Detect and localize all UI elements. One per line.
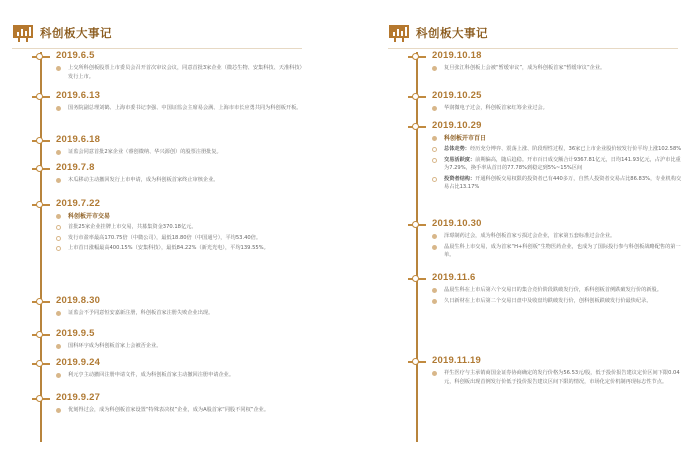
entry-item bbox=[56, 309, 306, 318]
timeline-dot-icon bbox=[36, 298, 43, 305]
chart-board-icon bbox=[12, 24, 34, 42]
timeline-dot-icon bbox=[36, 331, 43, 338]
entry-items bbox=[432, 134, 682, 194]
item-text: 上市首日涨幅最高400.15%（安集科技），最低84.22%（新光光电），平均139.55%。 bbox=[68, 245, 269, 252]
bullet-icon bbox=[432, 158, 437, 163]
bullet-icon bbox=[432, 136, 437, 141]
item-text: 祥生医疗与主承销商国金证券协商确定的发行价格为56.53元/股，低于投价报告建议定价区间下限0.04元，科创板出现首例发行价低于投价报告建议区间下限的情况，市场化定价机制再现标志性节点。 bbox=[444, 370, 680, 385]
entry-date: 2019.10.29 bbox=[432, 120, 482, 131]
entry-date: 2019.10.30 bbox=[432, 218, 482, 229]
bullet-icon bbox=[432, 299, 437, 304]
entry-items bbox=[432, 104, 682, 115]
entry-items bbox=[432, 286, 682, 307]
item-text: 国务院副总理刘鹤、上海市委书记李强、中国证监会主席易会满、上海市市长应勇共同为科创板开板。 bbox=[68, 105, 302, 111]
timeline-dot-icon bbox=[412, 53, 419, 60]
entry-date: 2019.11.19 bbox=[432, 355, 482, 366]
entry-date: 2019.9.27 bbox=[56, 392, 101, 403]
timeline-dot-icon bbox=[36, 53, 43, 60]
entry-date: 2019.6.13 bbox=[56, 90, 101, 101]
timeline bbox=[388, 52, 688, 442]
item-text: 华润微电子过会，科创板首家红筹企业过会。 bbox=[444, 105, 548, 111]
page-title: 科创板大事记 bbox=[40, 26, 112, 40]
left-column bbox=[12, 0, 312, 451]
entry-item bbox=[432, 156, 682, 173]
entry-items bbox=[432, 64, 682, 75]
entry-item bbox=[432, 297, 682, 306]
entry-date: 2019.7.22 bbox=[56, 198, 101, 209]
timeline-dot-icon bbox=[36, 137, 43, 144]
bullet-icon bbox=[56, 214, 61, 219]
item-lead: 投资者结构： bbox=[444, 175, 476, 182]
timeline-dot-icon bbox=[412, 93, 419, 100]
item-text: 优刻得过会，成为科创板首家设置“特殊表决权”企业，成为A股首家“同股不同权”企业。 bbox=[68, 407, 270, 413]
page-title: 科创板大事记 bbox=[416, 26, 488, 40]
timeline-axis bbox=[416, 52, 418, 442]
bullet-icon bbox=[56, 344, 61, 349]
item-text: 首批25家企业挂牌上市交易，共募集资金370.18亿元。 bbox=[68, 224, 197, 230]
entry-item bbox=[56, 234, 306, 243]
entry-item bbox=[56, 148, 306, 157]
bullet-icon bbox=[432, 177, 437, 182]
entry-item bbox=[432, 369, 682, 386]
entry-date: 2019.10.18 bbox=[432, 50, 482, 61]
timeline-dot-icon bbox=[412, 123, 419, 130]
entry-date: 2019.8.30 bbox=[56, 295, 101, 306]
chart-board-icon bbox=[388, 24, 410, 42]
item-text: 证监会同意首批2家企业（睿创微纳、华兴源创）的股票注册批复。 bbox=[68, 149, 222, 155]
entry-item bbox=[56, 371, 306, 380]
bullet-icon bbox=[432, 288, 437, 293]
bullet-icon bbox=[432, 245, 437, 250]
entry-item bbox=[56, 104, 306, 113]
timeline-dot-icon bbox=[36, 201, 43, 208]
entry-items bbox=[432, 232, 682, 262]
bullet-icon bbox=[432, 106, 437, 111]
entry-item bbox=[432, 145, 682, 154]
timeline-dot-icon bbox=[412, 221, 419, 228]
timeline-axis bbox=[40, 52, 42, 442]
timeline-dot-icon bbox=[36, 165, 43, 172]
bullet-icon bbox=[56, 225, 61, 230]
entry-items bbox=[56, 406, 306, 417]
bullet-icon bbox=[56, 311, 61, 316]
entry-items bbox=[56, 309, 306, 320]
entry-items bbox=[56, 342, 306, 353]
entry-items bbox=[56, 176, 306, 187]
item-text: 泽璟制药过会，成为科创板首家亏损过会企业，首家第五套标准过会企业。 bbox=[444, 233, 616, 239]
timeline-dot-icon bbox=[36, 395, 43, 402]
item-text: 发行市盈率最高170.75倍（中微公司），最低18.80倍（中国通号），平均53.40倍。 bbox=[68, 234, 262, 241]
item-text: 前期偏高，随后趋稳。开市百日成交额合计9367.81亿元，日均141.93亿元，占沪市比重为7.29%，换手率从首日的77.78%到稳定到5%~15%区间 bbox=[444, 156, 681, 172]
entry-item bbox=[432, 175, 682, 192]
bullet-icon bbox=[432, 371, 437, 376]
item-text: 利元亨主动撤回注册申请文件，成为科创板首家主动撤回注册申请企业。 bbox=[68, 372, 235, 378]
timeline-dot-icon bbox=[36, 93, 43, 100]
item-text: 木瓜移动主动撤回发行上市申请，成为科创板首家终止审核企业。 bbox=[68, 177, 219, 183]
bullet-icon bbox=[56, 408, 61, 413]
item-lead: 交易活跃度： bbox=[444, 156, 476, 163]
bullet-icon bbox=[56, 178, 61, 183]
entry-items bbox=[432, 369, 682, 388]
entry-item bbox=[432, 64, 682, 73]
entry-heading bbox=[432, 134, 682, 143]
entry-items bbox=[56, 371, 306, 382]
entry-heading bbox=[56, 212, 306, 221]
item-text: 证监会不予同意恒安嘉新注册，科创板首家注册失败企业出现。 bbox=[68, 310, 214, 316]
item-text: 复旦张江科创板上会被“暂缓审议”，成为科创板首家“暂缓审议”企业。 bbox=[444, 65, 606, 71]
entry-item bbox=[56, 406, 306, 415]
left-header bbox=[12, 22, 112, 44]
entry-items bbox=[56, 64, 306, 83]
item-text: 开通科创板交易权限的投资者已有440多万，自然人投资者交易占比86.83%，专业机构交易占比13.17% bbox=[444, 175, 682, 191]
bullet-icon bbox=[432, 147, 437, 152]
entry-date: 2019.7.8 bbox=[56, 162, 95, 173]
timeline-dot-icon bbox=[412, 358, 419, 365]
entry-date: 2019.9.24 bbox=[56, 357, 101, 368]
bullet-icon bbox=[56, 373, 61, 378]
entry-item bbox=[56, 342, 306, 351]
entry-item bbox=[432, 243, 682, 260]
item-text: 晶晨生科上市交易，成为首家“H+科创板”生物医药企业，也成为了国际投行参与科创板战略配售的第一单。 bbox=[444, 243, 681, 259]
entry-item bbox=[56, 223, 306, 232]
bullet-icon bbox=[56, 246, 61, 251]
entry-date: 2019.6.5 bbox=[56, 50, 95, 61]
bullet-icon bbox=[432, 66, 437, 71]
timeline bbox=[12, 52, 312, 442]
entry-date: 2019.6.18 bbox=[56, 134, 101, 145]
timeline-dot-icon bbox=[412, 275, 419, 282]
bullet-icon bbox=[56, 236, 61, 241]
entry-item bbox=[432, 104, 682, 113]
entry-date: 2019.10.25 bbox=[432, 90, 482, 101]
entry-heading-text: 科创板开市交易 bbox=[68, 213, 111, 220]
header-divider bbox=[12, 48, 302, 49]
right-header bbox=[388, 22, 488, 44]
entry-items bbox=[56, 104, 306, 115]
timeline-dot-icon bbox=[36, 360, 43, 367]
entry-item bbox=[432, 286, 682, 295]
header-divider bbox=[388, 48, 678, 49]
entry-items bbox=[56, 148, 306, 159]
bullet-icon bbox=[432, 234, 437, 239]
entry-date: 2019.9.5 bbox=[56, 328, 95, 339]
bullet-icon bbox=[56, 66, 61, 71]
entry-item bbox=[56, 176, 306, 185]
item-text: 国科环宇成为科创板首家上会被否企业。 bbox=[68, 343, 162, 349]
item-text: 上交所科创板股票上市委员会召开首次审议会议，同意首批3家企业（微芯生物、安集科技、天准科技）发行上市。 bbox=[68, 65, 305, 80]
item-text: 经历充分博弈、震荡上涨、阶段理性过程，36家已上市企业股价较发行价平均上涨102.58% bbox=[469, 146, 682, 152]
entry-item bbox=[432, 232, 682, 241]
bullet-icon bbox=[56, 106, 61, 111]
entry-items bbox=[56, 212, 306, 255]
bullet-icon bbox=[56, 150, 61, 155]
item-text: 久日新材在上市后第二个交易日盘中及收盘均跌破发行价，创科创板跌破发行价最快纪录。 bbox=[444, 297, 652, 304]
item-lead: 总体走势： bbox=[444, 146, 470, 152]
entry-item bbox=[56, 64, 306, 81]
item-text: 晶晨生科在上市后第六个交易日的集合竞价阶段跌破发行价，系科创板首例跌破发行价的新股。 bbox=[444, 287, 662, 293]
entry-date: 2019.11.6 bbox=[432, 272, 476, 283]
entry-item bbox=[56, 244, 306, 253]
right-column bbox=[388, 0, 688, 451]
entry-heading-text: 科创板开市百日 bbox=[444, 135, 487, 142]
